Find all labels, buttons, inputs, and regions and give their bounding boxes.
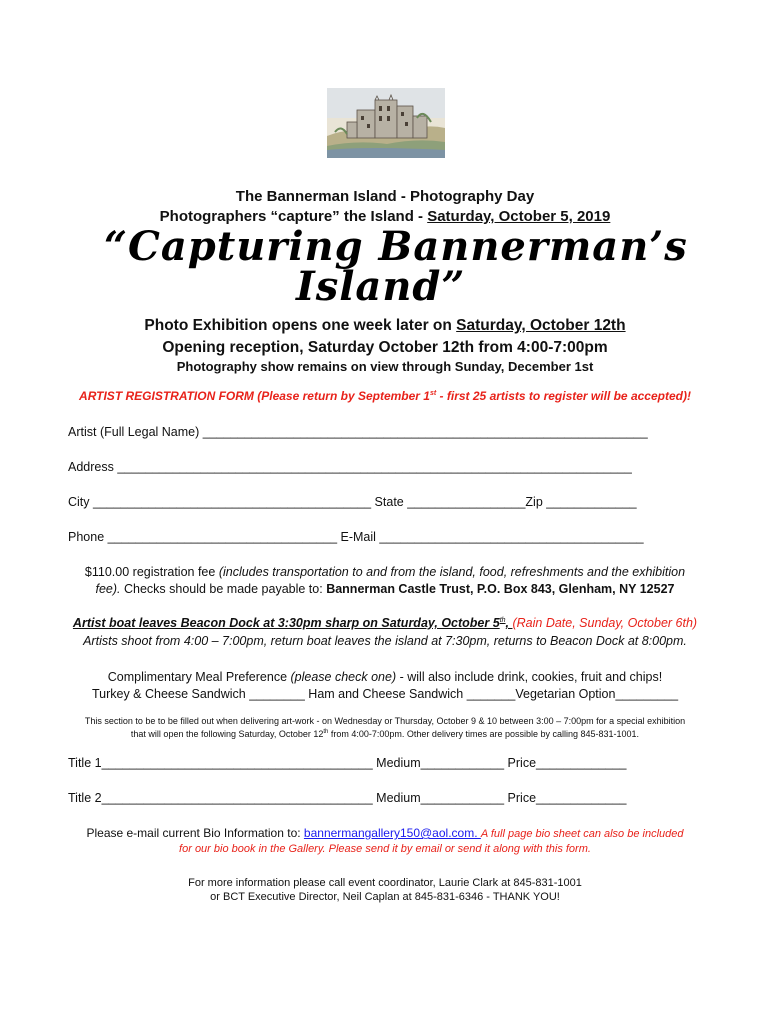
delivery-note-sup: th (323, 729, 329, 735)
email-field[interactable]: ______________________________________ (379, 530, 644, 544)
title-2-field[interactable]: _______________________________________ (101, 791, 373, 805)
registration-form-title (0, 389, 770, 403)
price-1-label: Price (504, 756, 537, 770)
boat-departure-comma: , (505, 616, 513, 630)
zip-field[interactable]: _____________ (546, 495, 637, 509)
payee-address: Bannerman Castle Trust, P.O. Box 843, Glenham, NY 12527 (326, 582, 675, 596)
medium-2-field[interactable]: ____________ (420, 791, 505, 805)
fee-line-2 (0, 582, 770, 596)
price-1-field[interactable]: _____________ (536, 756, 627, 770)
exhibition-open-line (0, 317, 770, 335)
contact-line-2: or BCT Executive Director, Neil Caplan at 845-831-6346 - THANK YOU! (210, 891, 560, 903)
castle-painting-image (327, 88, 445, 158)
boat-departure-sup: th (499, 616, 506, 624)
boat-departure-text: Artist boat leaves Beacon Dock at 3:30pm sharp on Saturday, October 5 (72, 616, 500, 630)
address-label: Address (68, 460, 118, 474)
title-1-field[interactable]: _______________________________________ (101, 756, 373, 770)
price-2-field[interactable]: _____________ (536, 791, 627, 805)
delivery-note-line-2 (0, 729, 770, 739)
medium-1-field[interactable]: ____________ (420, 756, 505, 770)
event-date: Saturday, October 5, 2019 (427, 208, 611, 225)
artist-name-field[interactable]: ________________________________________________________________ (202, 425, 648, 439)
bio-email-link[interactable]: bannermangallery150@aol.com. (303, 826, 481, 840)
city-state-zip-row (68, 495, 668, 509)
meal-line-1 (0, 670, 770, 684)
phone-field[interactable]: _________________________________ (107, 530, 338, 544)
rain-date-text: (Rain Date, Sunday, October 6th) (512, 616, 698, 630)
price-2-label: Price (504, 791, 537, 805)
address-field[interactable]: __________________________________________________________________________ (117, 460, 632, 474)
fee-includes-text: (includes transportation to and from the island, food, refreshments and the exhibition (218, 565, 686, 579)
delivery-note-text: that will open the following Saturday, October 12 (130, 729, 324, 739)
city-label: City (68, 495, 93, 509)
title-row-1 (68, 756, 668, 770)
delivery-note-text-2: from 4:00-7:00pm. Other delivery times are possible by calling 845-831-1001. (328, 729, 640, 739)
meal-check-one: (please check one) (290, 670, 397, 684)
event-subtitle-text: Photographers “capture” the Island - (159, 208, 428, 225)
opening-reception-line: Opening reception, Saturday October 12th from 4:00-7:00pm (162, 339, 608, 356)
event-title: The Bannerman Island - Photography Day (235, 188, 535, 205)
fee-line-1 (0, 565, 770, 579)
city-field[interactable]: ________________________________________ (93, 495, 372, 509)
show-duration-line: Photography show remains on view through Sunday, December 1st (176, 359, 594, 374)
delivery-note-line-1: This section to be to be filled out when delivering art-work - on Wednesday or Thursday, October 9 & 10 between 3:00 – 7:00pm for a special exhibition (84, 716, 686, 726)
fee-end-text: fee). (95, 582, 121, 596)
meal-includes-text: - will also include drink, cookies, fruit and chips! (396, 670, 663, 684)
meal-options-line[interactable]: Turkey & Cheese Sandwich ________ Ham and Cheese Sandwich _______Vegetarian Option_________ (91, 687, 679, 701)
boat-line-1 (0, 616, 770, 630)
bio-full-page-text: A full page bio sheet can also be included (480, 828, 684, 840)
fee-amount-text: $110.00 registration fee (84, 565, 219, 579)
medium-1-label: Medium (372, 756, 421, 770)
title-1-label: Title 1 (68, 756, 102, 770)
bio-line-1 (0, 826, 770, 840)
registration-title-text: ARTIST REGISTRATION FORM (Please return by September 1 (79, 389, 430, 403)
medium-2-label: Medium (372, 791, 421, 805)
title-row-2 (68, 791, 668, 805)
phone-email-row (68, 530, 668, 544)
contact-line-1: For more information please call event coordinator, Laurie Clark at 845-831-1001 (188, 877, 582, 889)
registration-title-sup: st (429, 390, 437, 397)
artist-name-row (68, 425, 668, 439)
meal-pref-text: Complimentary Meal Preference (107, 670, 291, 684)
script-title-line2: Island” (296, 263, 466, 310)
state-label: State (371, 495, 408, 509)
address-row (68, 460, 668, 474)
title-2-label: Title 2 (68, 791, 102, 805)
registration-title-text-2: - first 25 artists to register will be accepted)! (436, 389, 691, 403)
phone-label: Phone (68, 530, 108, 544)
artist-name-label: Artist (Full Legal Name) (68, 425, 203, 439)
exhibition-open-date: Saturday, October 12th (456, 317, 626, 334)
bio-line-2: for our bio book in the Gallery. Please send it by email or send it along with this form. (179, 843, 591, 855)
bio-request-text: Please e-mail current Bio Information to: (86, 826, 304, 840)
checks-payable-text: Checks should be made payable to: (120, 582, 327, 596)
zip-label: Zip (525, 495, 547, 509)
email-label: E-Mail (337, 530, 380, 544)
boat-line-2: Artists shoot from 4:00 – 7:00pm, return boat leaves the island at 7:30pm, returns to Beacon Dock at 8:00pm. (83, 634, 687, 648)
exhibition-open-text: Photo Exhibition opens one week later on (144, 317, 457, 334)
state-field[interactable]: _________________ (407, 495, 526, 509)
script-title-line1: “Capturing Bannerman’s (104, 223, 688, 270)
